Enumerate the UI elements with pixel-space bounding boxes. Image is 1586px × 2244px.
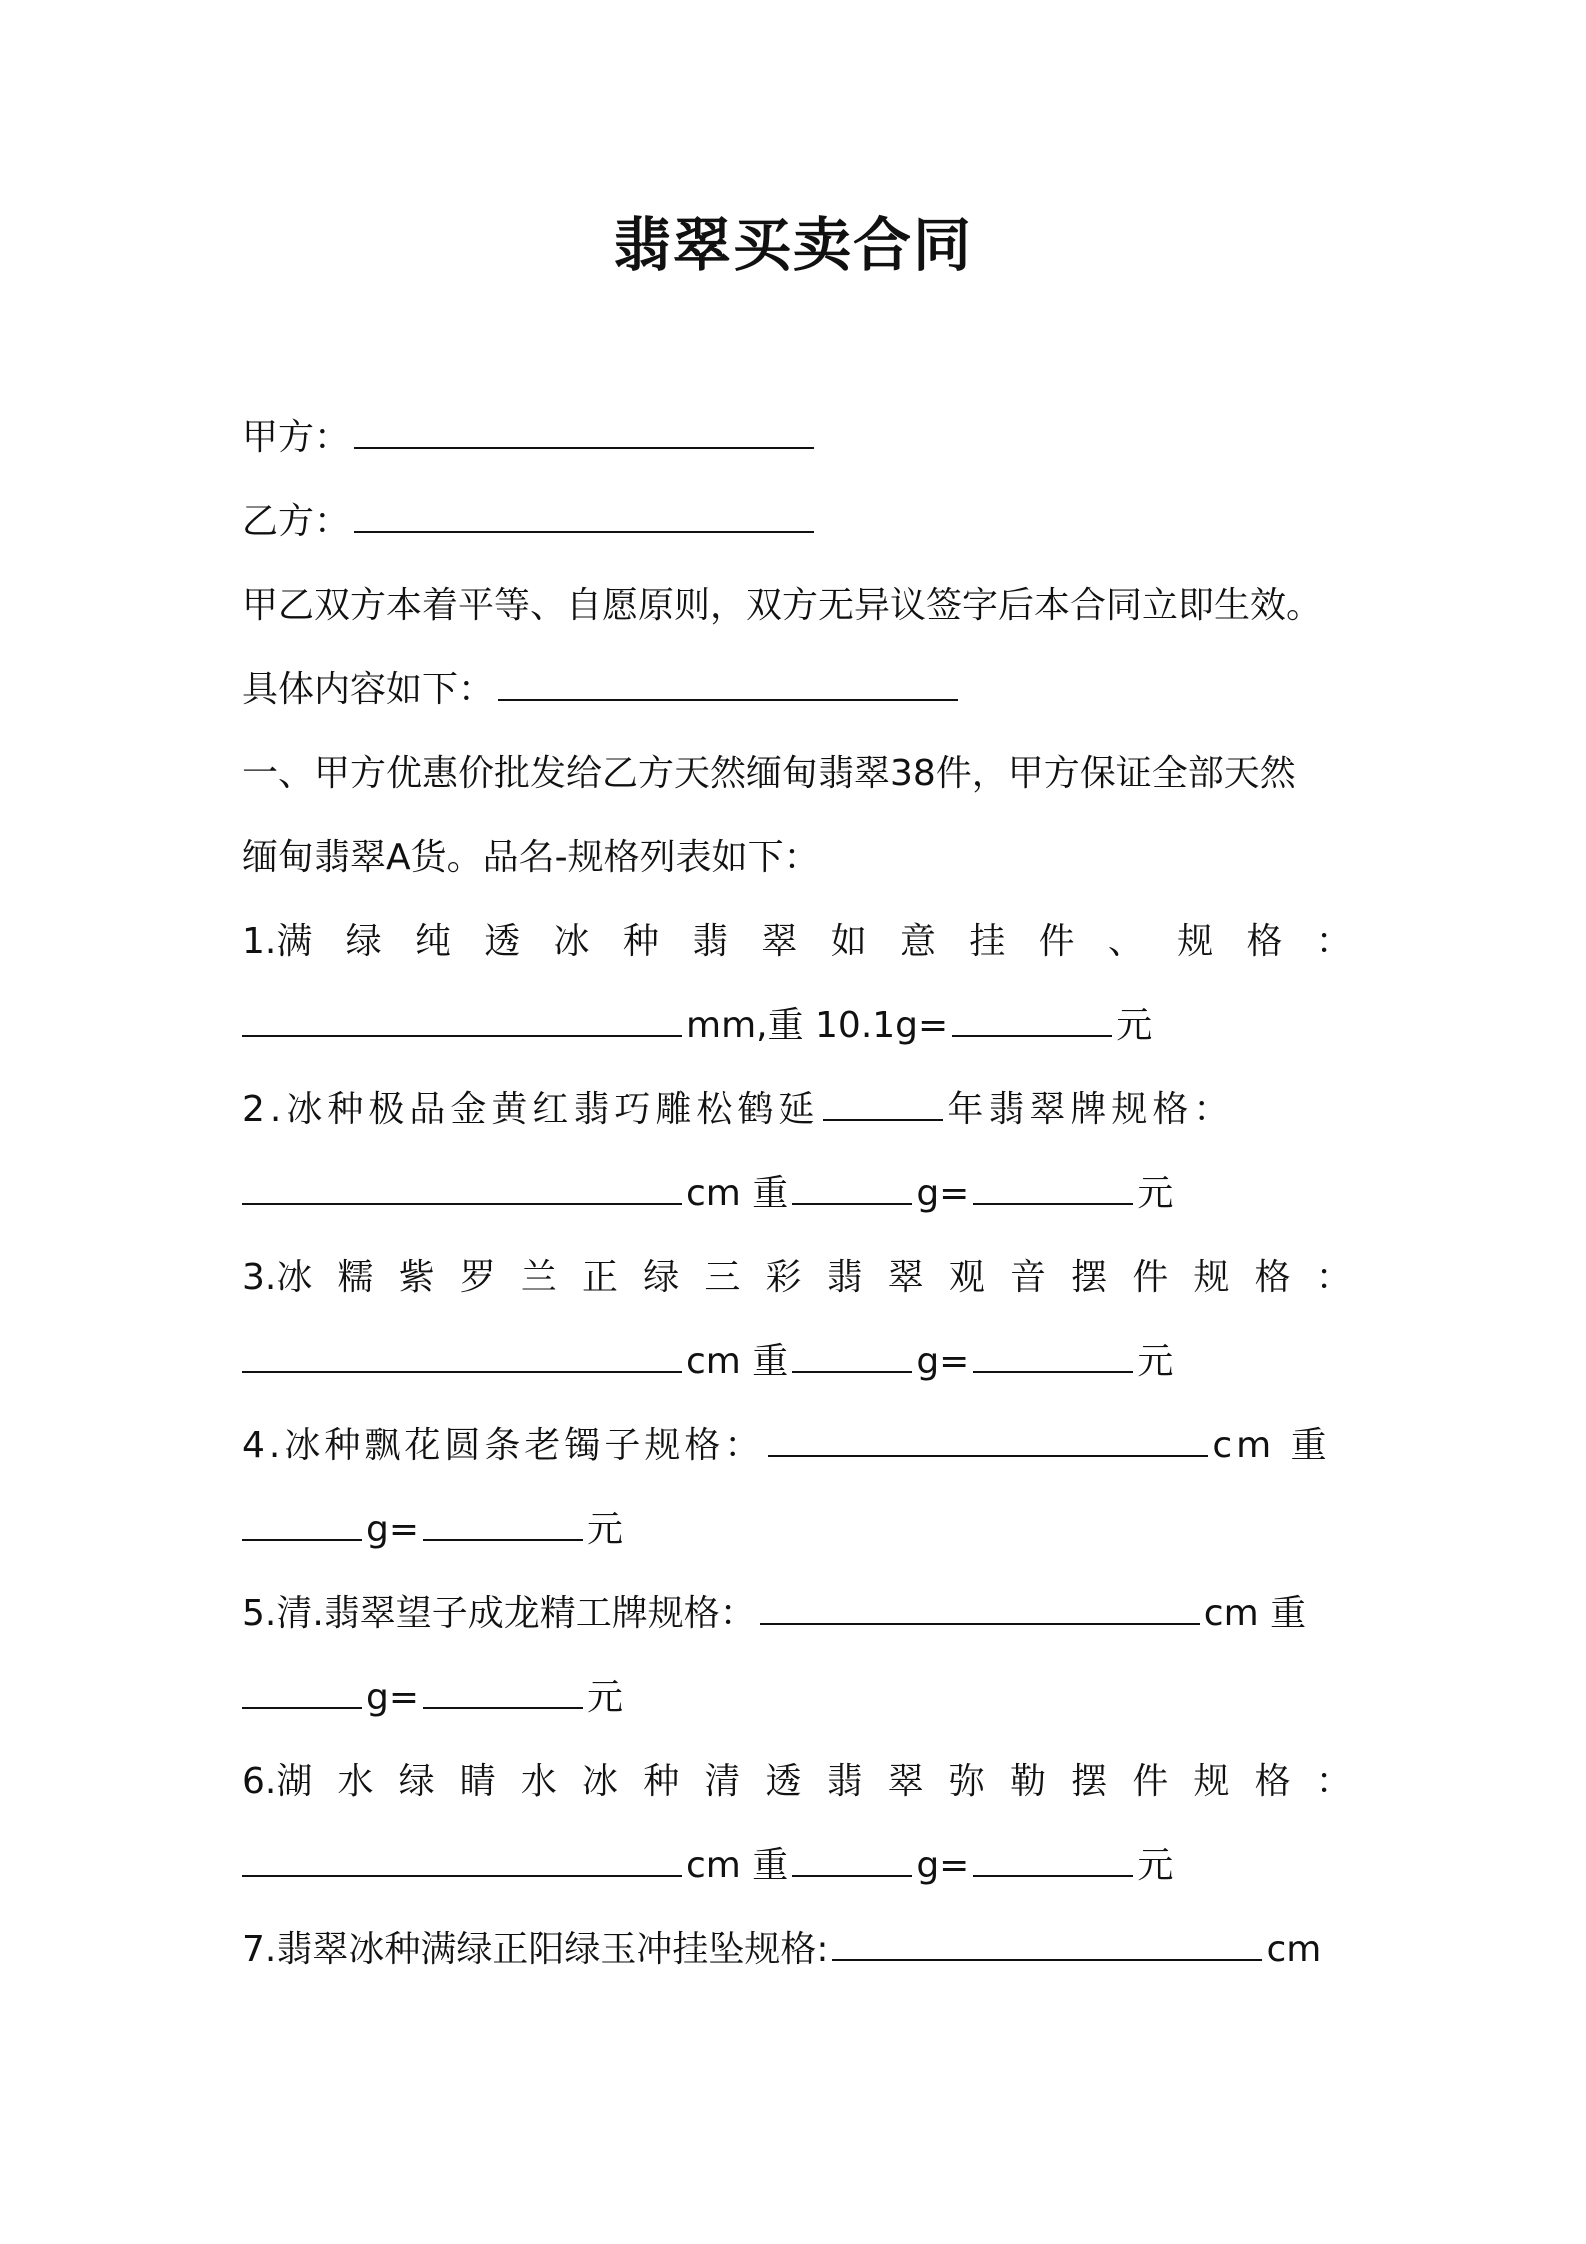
item-1-line-2 [242, 996, 1352, 1056]
item-6-weight-blank[interactable] [792, 1841, 912, 1877]
item-6-weight-label: cm 重 [686, 1845, 789, 1886]
item-3-line-1 [242, 1248, 1352, 1308]
item-6-title-char: 翡 [826, 1761, 863, 1802]
item-1-price-blank[interactable] [952, 1001, 1112, 1037]
item-1-title-char: 规 [1177, 921, 1214, 962]
item-3-title-char: 音 [1010, 1257, 1047, 1298]
item-6-currency: 元 [1137, 1845, 1174, 1886]
party-b-line [242, 492, 1352, 552]
item-6-title-char: 格 [1254, 1761, 1291, 1802]
item-6-title-char: 冰 [582, 1761, 619, 1802]
item-3-size-blank[interactable] [242, 1337, 682, 1373]
item-7-unit: cm [1266, 1929, 1322, 1970]
item-1-title-char: 、 [1107, 921, 1144, 962]
item-5-line-2 [242, 1668, 1352, 1728]
item-1-line-1 [242, 912, 1352, 972]
item-4-name: 4.冰种飘花圆条老镯子规格： [242, 1425, 765, 1466]
item-3-title-char: 翠 [887, 1257, 924, 1298]
item-6-price-blank[interactable] [973, 1841, 1133, 1877]
item-4-line-1 [242, 1416, 1352, 1476]
item-3-title-char: 规 [1193, 1257, 1230, 1298]
item-6-title-char: 件 [1132, 1761, 1169, 1802]
item-5-line-1 [242, 1584, 1352, 1644]
item-1-currency: 元 [1116, 1005, 1153, 1046]
item-3-title-char: 彩 [765, 1257, 802, 1298]
item-2-line-1 [242, 1080, 1352, 1140]
item-4-weight-blank[interactable] [242, 1505, 362, 1541]
item-3-title-char: 格 [1254, 1257, 1291, 1298]
item-3-title-char: ： [1315, 1257, 1352, 1298]
item-1-title-char: 冰 [553, 921, 590, 962]
item-2-price-blank[interactable] [973, 1169, 1133, 1205]
item-6-title-char: 规 [1193, 1761, 1230, 1802]
clause-1-line-2: 缅甸翡翠A货。品名-规格列表如下： [242, 837, 820, 878]
item-2-name-b: 年翡翠牌规格： [947, 1089, 1235, 1130]
details-label: 具体内容如下： [242, 669, 495, 710]
item-6-g-label: g= [916, 1845, 970, 1886]
item-2-weight-blank[interactable] [792, 1169, 912, 1205]
item-3-title-char: 糯 [337, 1257, 374, 1298]
item-5-name: 5.清.翡翠望子成龙精工牌规格： [242, 1593, 756, 1634]
item-6-title-char: ： [1315, 1761, 1352, 1802]
item-1-title-char: 翡 [692, 921, 729, 962]
item-6-line-1 [242, 1752, 1352, 1812]
item-3-g-label: g= [916, 1341, 970, 1382]
party-a-blank[interactable] [354, 413, 814, 449]
item-5-size-blank[interactable] [760, 1589, 1200, 1625]
item-6-title-char: 种 [643, 1761, 680, 1802]
item-3-title-char: 紫 [398, 1257, 435, 1298]
item-1-title-char: ： [1315, 921, 1352, 962]
item-3-title-char: 罗 [459, 1257, 496, 1298]
item-5-g-label: g= [366, 1677, 420, 1718]
item-2-size-blank[interactable] [242, 1169, 682, 1205]
item-6-title-char: 6.湖 [242, 1761, 313, 1802]
item-3-title-char: 件 [1132, 1257, 1169, 1298]
item-5-currency: 元 [587, 1677, 624, 1718]
item-6-size-blank[interactable] [242, 1841, 682, 1877]
item-6-title-char: 翠 [887, 1761, 924, 1802]
details-blank[interactable] [498, 665, 958, 701]
item-6-title-char: 清 [704, 1761, 741, 1802]
item-4-size-blank[interactable] [768, 1421, 1208, 1457]
item-7-size-blank[interactable] [832, 1925, 1262, 1961]
item-4-weight-label: cm 重 [1212, 1425, 1331, 1466]
item-3-weight-blank[interactable] [792, 1337, 912, 1373]
item-3-title-char: 翡 [826, 1257, 863, 1298]
party-a-line [242, 408, 1352, 468]
item-3-title-char: 绿 [643, 1257, 680, 1298]
item-2-g-label: g= [916, 1173, 970, 1214]
item-6-title-char: 弥 [948, 1761, 985, 1802]
item-1-title-char: 翠 [761, 921, 798, 962]
item-3-title-char: 三 [704, 1257, 741, 1298]
item-6-title-char: 透 [765, 1761, 802, 1802]
item-6-title-char: 水 [337, 1761, 374, 1802]
item-6-line-2 [242, 1836, 1352, 1896]
item-1-title-char: 1.满 [242, 921, 313, 962]
item-4-g-label: g= [366, 1509, 420, 1550]
item-1-weight-text: mm,重 10.1g= [686, 1005, 949, 1046]
party-a-label: 甲方： [242, 417, 351, 458]
item-2-currency: 元 [1137, 1173, 1174, 1214]
item-2-name-a: 2.冰种极品金黄红翡巧雕松鹤延 [242, 1089, 820, 1130]
details-line [242, 660, 1352, 720]
item-1-title-char: 格 [1246, 921, 1283, 962]
item-5-weight-blank[interactable] [242, 1673, 362, 1709]
item-1-title-char: 种 [622, 921, 659, 962]
item-3-currency: 元 [1137, 1341, 1174, 1382]
item-3-title-char: 正 [582, 1257, 619, 1298]
item-1-size-blank[interactable] [242, 1001, 682, 1037]
item-4-currency: 元 [587, 1509, 624, 1550]
item-3-weight-label: cm 重 [686, 1341, 789, 1382]
item-1-title-char: 件 [1038, 921, 1075, 962]
document-title: 翡翠买卖合同 [612, 211, 973, 279]
intro-paragraph: 甲乙双方本着平等、自愿原则，双方无异议签字后本合同立即生效。 [242, 585, 1323, 626]
item-3-title-char: 摆 [1071, 1257, 1108, 1298]
item-1-title-char: 意 [900, 921, 937, 962]
item-6-title-char: 睛 [459, 1761, 496, 1802]
item-2-weight-label: cm 重 [686, 1173, 789, 1214]
item-1-title-char: 纯 [414, 921, 451, 962]
item-5-price-blank[interactable] [423, 1673, 583, 1709]
item-2-year-blank[interactable] [823, 1085, 943, 1121]
party-b-label: 乙方： [242, 501, 351, 542]
item-4-price-blank[interactable] [423, 1505, 583, 1541]
item-7-line-1 [242, 1920, 1352, 1980]
clause-1-line-1: 一、甲方优惠价批发给乙方天然缅甸翡翠38件，甲方保证全部天然 [242, 753, 1296, 794]
item-4-line-2 [242, 1500, 1352, 1560]
item-1-title-char: 透 [484, 921, 521, 962]
item-3-line-2 [242, 1332, 1352, 1392]
item-1-title-char: 绿 [345, 921, 382, 962]
item-6-title-char: 摆 [1071, 1761, 1108, 1802]
item-1-title-char: 挂 [969, 921, 1006, 962]
item-6-title-char: 绿 [398, 1761, 435, 1802]
item-3-title-char: 3.冰 [242, 1257, 313, 1298]
item-3-title-char: 观 [948, 1257, 985, 1298]
item-2-line-2 [242, 1164, 1352, 1224]
item-3-price-blank[interactable] [973, 1337, 1133, 1373]
item-6-title-char: 水 [520, 1761, 557, 1802]
item-6-title-char: 勒 [1010, 1761, 1047, 1802]
item-5-weight-label: cm 重 [1203, 1593, 1307, 1634]
item-3-title-char: 兰 [520, 1257, 557, 1298]
party-b-blank[interactable] [354, 497, 814, 533]
item-7-name: 7.翡翠冰种满绿正阳绿玉冲挂坠规格: [242, 1929, 829, 1970]
item-1-title-char: 如 [830, 921, 867, 962]
